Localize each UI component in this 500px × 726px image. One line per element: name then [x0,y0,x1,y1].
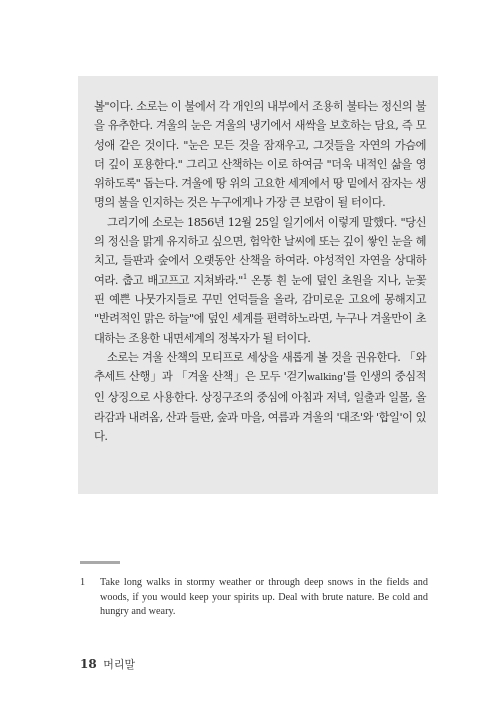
paragraph-3 [94,348,426,446]
footnote-divider [80,561,120,564]
footnote-text: Take long walks in stormy weather or through deep snows in the fields and woods, if you would keep your spirits up. Deal with brute nature. Be cold and hungry and weary. [100,577,428,618]
main-text [94,97,426,446]
section-title: 머리말 [103,658,136,671]
paragraph-3-text-a: 소로는 겨울 산책의 모티프로 세상을 새롭게 볼 것을 권유한다. 「와추세트 산행」과 「겨울 산책」은 모두 '걷기 [94,350,426,384]
page-footer [80,656,135,672]
paragraph-3-text-b: '를 인생의 중심적인 상징으로 사용한다. 상징구조의 중심에 아침과 저녁, 일출과 일몰, 올라감과 내려옴, 산과 들판, 숲과 마을, 여름과 겨울의 '대조'와 '합일'이 있다. [94,370,426,444]
paragraph-2-text-b: 온통 흰 눈에 덮인 초원을 지나, 눈꽃 핀 예쁜 나뭇가지들로 꾸민 언덕들을 올라, 감미로운 고요에 몽해지고 "반려적인 맑은 하늘"에 덮인 세계를 편력하노라면, 누구나 겨울만이 초대하는 조용한 내면세계의 정복자가 될 터이다. [94,273,426,345]
paragraph-1: 볼"이다. 소로는 이 불에서 각 개인의 내부에서 조용히 불타는 정신의 불을 유추한다. 겨울의 눈은 겨울의 냉기에서 새싹을 보호하는 담요, 즉 모성애 같은 것이다. "눈은 모든 것을 잠재우고, 그것들을 자연의 가슴에 더 깊이 포용한다." 그리고 산책하는 이로 하여금 "더욱 내적인 삶을 영위하도록" 돕는다. 겨울에 땅 위의 고요한 세계에서 땅 밑에서 잠자는 생명의 불을 인지하는 것은 누구에게나 가장 큰 보람이 될 터이다. [94,100,426,210]
page-number: 18 [80,657,97,671]
english-gloss: walking [307,373,343,384]
paragraph-2-text-a: 그리기에 소로는 1856년 12월 25일 일기에서 이렇게 말했다. "당신의 정신을 맑게 유지하고 싶으면, 험악한 날씨에 또는 깊이 쌓인 눈을 헤치고, 들판과 숲에서 오랫동안 산책을 하여라. 야성적인 자연을 상대하여라. 춥고 배고프고 지쳐봐라." [94,215,426,287]
footnote-ref[interactable]: 1 [242,272,247,281]
footnote-number: 1 [80,577,86,588]
paragraph-2 [94,213,426,348]
